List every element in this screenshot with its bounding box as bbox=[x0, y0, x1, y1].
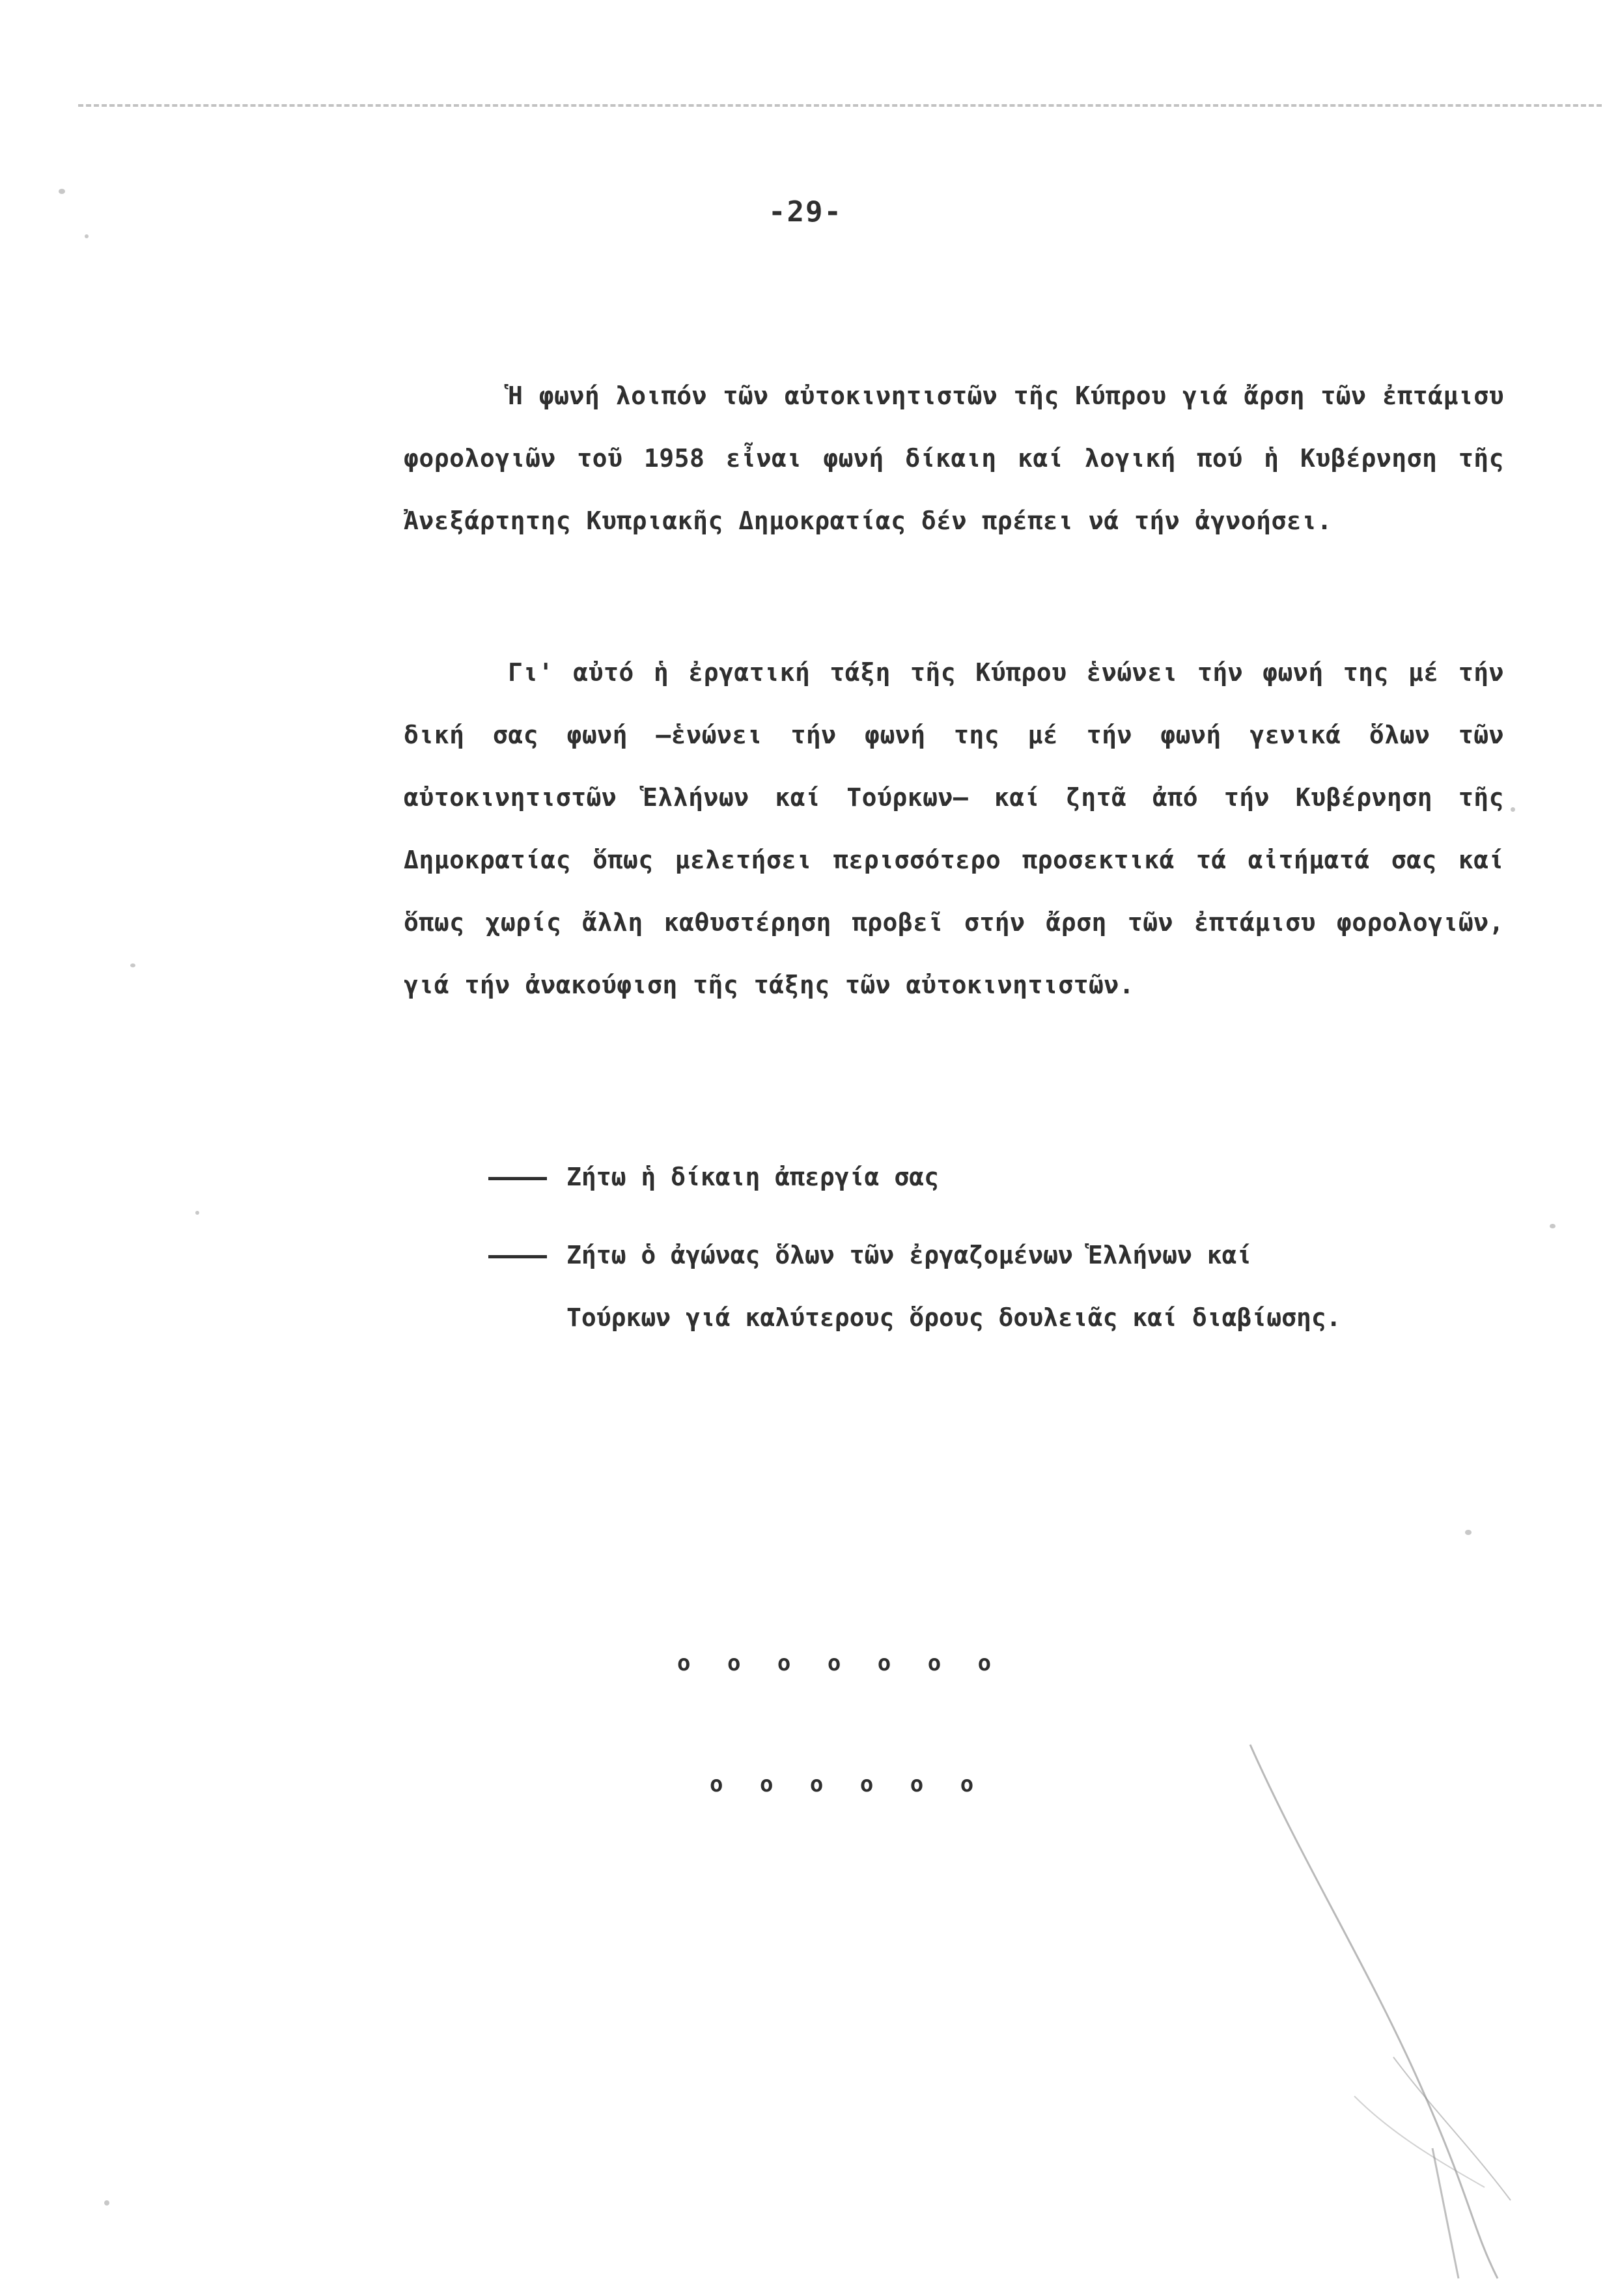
paragraph-2: Γι' αὐτό ἡ ἐργατική τάξη τῆς Κύπρου ἑνώνει τήν φωνή της μέ τήν δική σας φωνή —ἑνώνει τήν φωνή της μέ τήν φωνή γενικά ὅλων τῶν αὐτοκινητιστῶν Ἑλλήνων καί Τούρκων— καί ζητᾶ ἀπό τήν Κυβέρνηση τῆς Δημοκρατίας ὅπως μελετήσει περισσότερο προσεκτικά τά αἰτήματά σας καί ὅπως χωρίς ἄλλη καθυστέρηση προβεῖ στήν ἄρση τῶν ἐπτάμισυ φορολογιῶν, γιά τήν ἀνακούφιση τῆς τάξης τῶν αὐτοκινητιστῶν. bbox=[404, 658, 1504, 999]
slogan-struggle-line-2: Τούρκων γιά καλύτερους ὅρους δουλειᾶς καί διαβίωσης. bbox=[566, 1303, 1341, 1332]
page-number: -29- bbox=[768, 195, 843, 228]
dash-bullet-icon bbox=[488, 1177, 547, 1180]
paragraph-1: Ἡ φωνή λοιπόν τῶν αὐτοκινητιστῶν τῆς Κύπρου γιά ἄρση τῶν ἐπτάμισυ φορολογιῶν τοῦ 1958 εἶναι φωνή δίκαιη καί λογική πού ἡ Κυβέρνηση τῆς Ἀνεξάρτητης Κυπριακῆς Δημοκρατίας δέν πρέπει νά τήν ἀγνοήσει. bbox=[404, 381, 1504, 535]
speck bbox=[59, 189, 65, 194]
speck bbox=[85, 234, 89, 238]
speck bbox=[104, 2200, 109, 2206]
speck bbox=[1550, 1224, 1556, 1228]
closing-ornament bbox=[677, 1562, 1133, 1845]
margin-scribble bbox=[1224, 1693, 1537, 2291]
slogan-struggle-line-1: Ζήτω ὁ ἀγώνας ὅλων τῶν ἐργαζομένων Ἑλλήνων καί bbox=[566, 1241, 1252, 1269]
slogan-strike-text: Ζήτω ἡ δίκαιη ἀπεργία σας bbox=[566, 1163, 939, 1191]
dash-bullet-icon bbox=[488, 1255, 547, 1258]
speck bbox=[1465, 1530, 1472, 1535]
slogan-struggle bbox=[488, 1224, 1530, 1349]
top-dashed-rule bbox=[78, 104, 1602, 107]
slogan-strike bbox=[488, 1146, 1530, 1208]
speck bbox=[195, 1211, 199, 1215]
ornament-row-2: o o o o o o bbox=[710, 1771, 986, 1797]
ornament-row-1: o o o o o o o bbox=[677, 1650, 1003, 1676]
speck bbox=[130, 963, 135, 967]
speck bbox=[1511, 807, 1515, 812]
